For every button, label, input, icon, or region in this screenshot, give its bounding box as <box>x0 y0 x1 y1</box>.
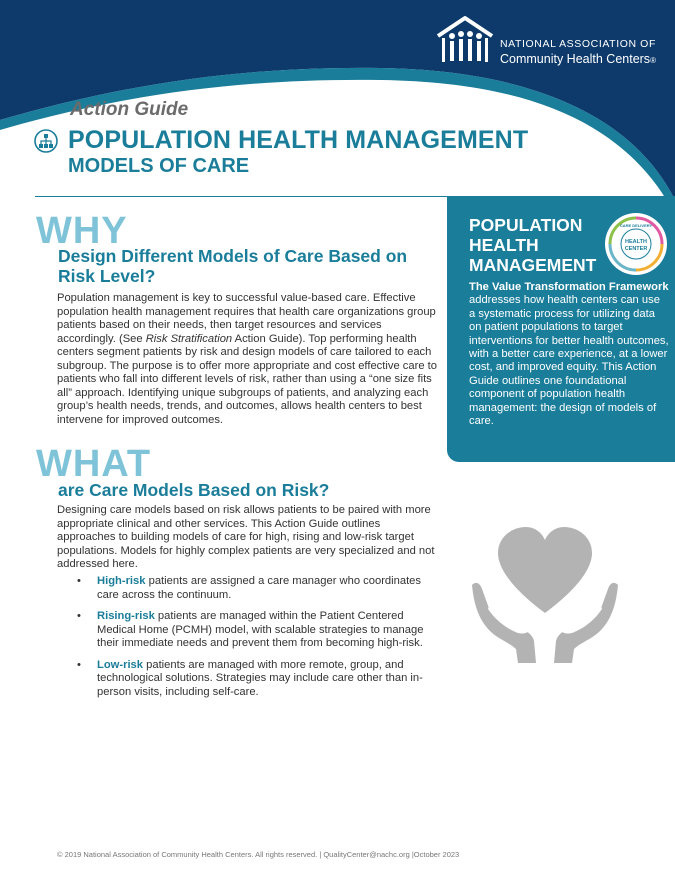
logo-line-2 <box>500 52 656 66</box>
registered-mark: ® <box>650 56 656 65</box>
what-heading: are Care Models Based on Risk? <box>58 480 330 500</box>
what-paragraph: Designing care models based on risk allows patients to be paired with more appropriate clinical and other services. This Action Guide outlines approaches to building models of care for high, rising and low-risk target populations. Models for highly complex patients are very specialized and not addressed here. <box>57 504 435 570</box>
badge-center-line2: CENTER <box>624 246 648 252</box>
list-item <box>75 610 435 651</box>
bullet-dot-icon: • <box>77 575 81 587</box>
footer-text: © 2019 National Association of Community Health Centers. All rights reserved. | QualityCenter@nachc.org |October 2023 <box>57 850 460 859</box>
sidebar-panel <box>447 197 675 462</box>
list-item <box>75 659 435 700</box>
risk-bullet-list <box>75 575 435 707</box>
why-heading: Design Different Models of Care Based on Risk Level? <box>58 246 408 286</box>
list-item <box>75 575 435 602</box>
why-word: WHY <box>36 210 128 252</box>
why-p1-rest: Action Guide). Top performing health centers segment patients by risk and design models of care tailored to each subgroup. The purpose is to offer more appropriate and cost effective care to patients who fall into different levels of risk, rather than using a “one size fits all” approach. Identifying unique subgroups of patients, and analyzing each group’s health needs, trends, and outcomes, allows health centers to best intervene for improved outcomes. <box>57 332 437 426</box>
why-p1: Population management is key to successful value-based care. Effective population health management requires that health care organizations group patients based on their needs, then target resources and services accordingly. (See <box>57 292 436 345</box>
badge-top-label: CARE DELIVERY <box>619 223 653 228</box>
logo-line-2-text: Community Health Centers <box>500 52 651 66</box>
sidebar-body: addresses how health centers can use a systematic process for utilizing data on patient populations to target interventions for better health outcomes, with a better care experience, at a lower cost, and improved equity. This Action Guide outlines one foundational component of population health management: the design of models of care. <box>469 294 669 428</box>
bullet-term: High-risk <box>97 575 146 587</box>
logo-line-1: NATIONAL ASSOCIATION OF <box>500 38 656 50</box>
house-people-icon <box>434 14 496 66</box>
bullet-text: patients are assigned a care manager who coordinates care across the continuum. <box>97 575 422 601</box>
bullet-term: Low-risk <box>97 658 144 671</box>
bullet-dot-icon: • <box>77 658 81 671</box>
bullet-dot-icon: • <box>77 610 81 622</box>
health-center-wheel-icon <box>604 212 668 276</box>
page-title: POPULATION HEALTH MANAGEMENT <box>68 126 529 154</box>
org-network-icon <box>34 129 58 153</box>
badge-center-line1: HEALTH <box>625 239 647 245</box>
bullet-text: patients are managed within the Patient Centered Medical Home (PCMH) model, with scalable strategies to manage their immediate needs and prevent them from becoming high-risk. <box>97 610 424 649</box>
hands-heart-icon <box>470 525 620 665</box>
sidebar-title: POPULATION HEALTH MANAGEMENT <box>469 215 597 275</box>
bullet-term: Rising-risk <box>97 610 155 622</box>
why-p1-italic: Risk Stratification <box>145 332 233 345</box>
sidebar-text <box>469 281 669 428</box>
page-subtitle: MODELS OF CARE <box>68 155 250 177</box>
nachc-logo <box>434 14 664 74</box>
sidebar-lead-bold: The Value Transformation Framework <box>469 281 669 293</box>
why-paragraph <box>57 292 437 427</box>
bullet-text: patients are managed with more remote, group, and technological solutions. Strategies may include care other than in-person visits, including self-care. <box>97 658 423 698</box>
action-guide-label: Action Guide <box>70 99 189 120</box>
what-word: WHAT <box>36 443 152 485</box>
